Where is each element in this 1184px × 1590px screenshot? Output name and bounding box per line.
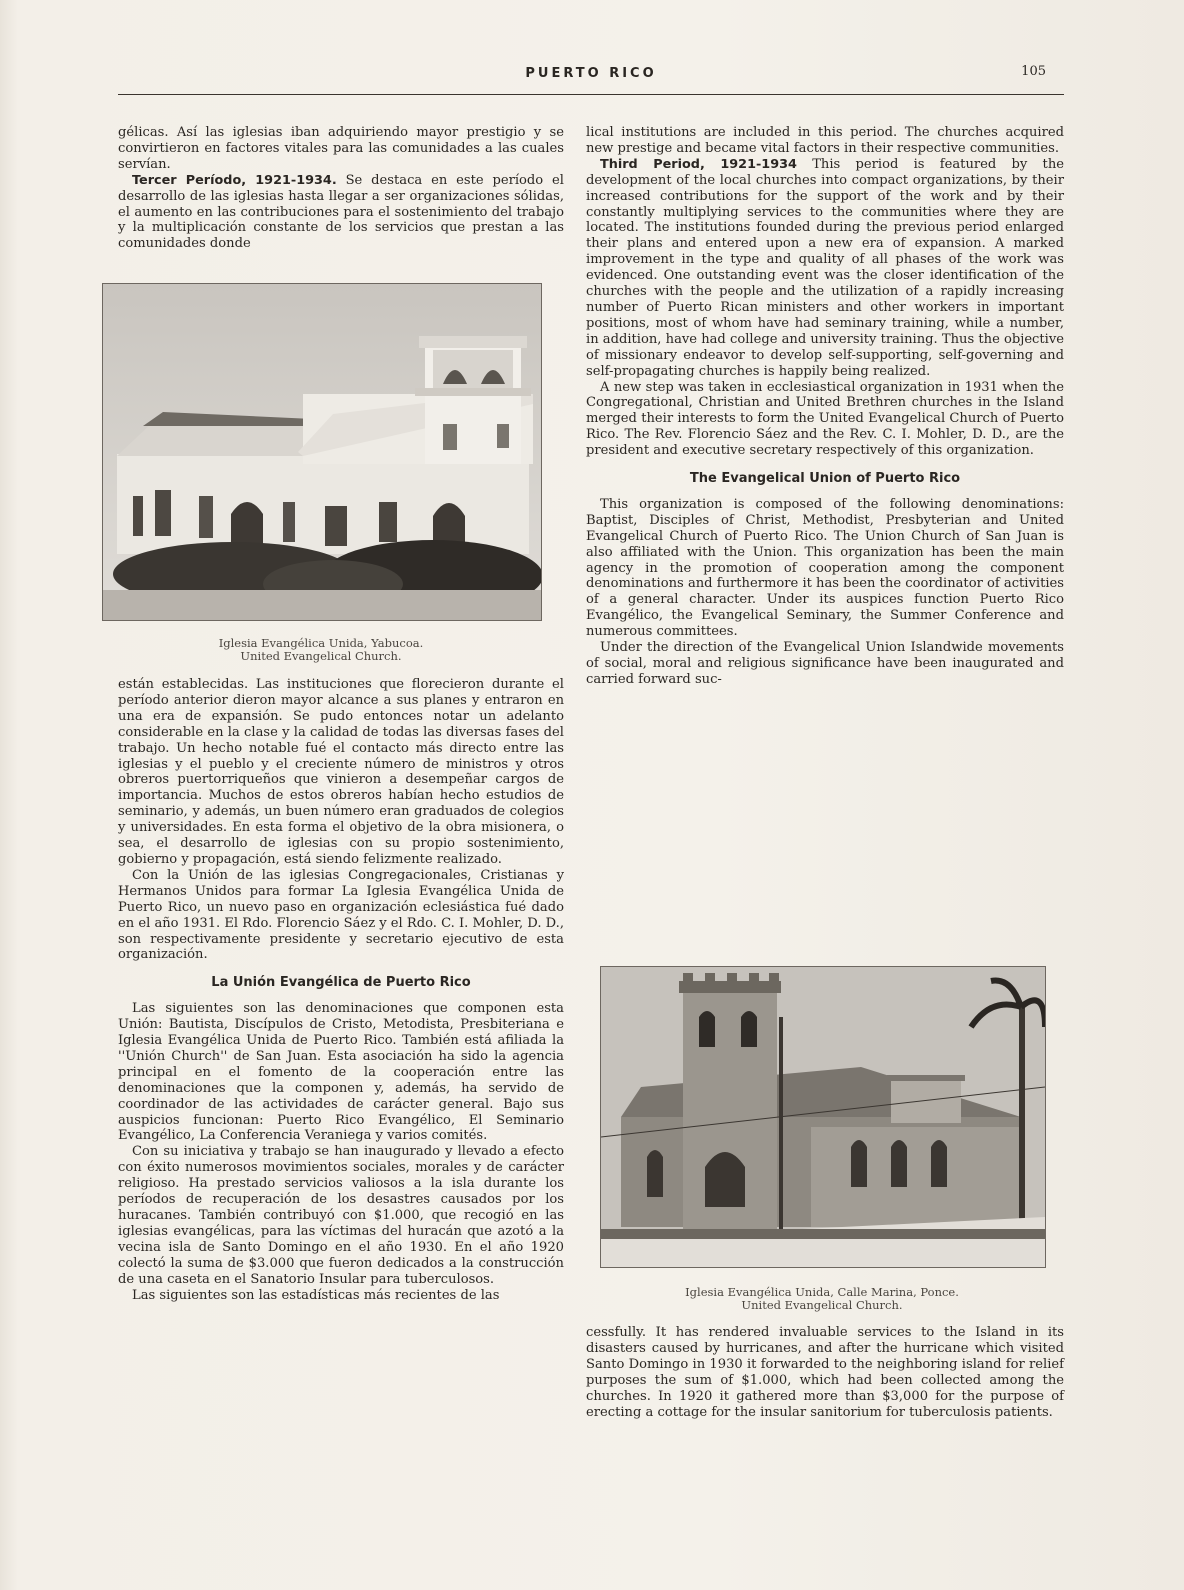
left-paragraph-4: Con la Unión de las iglesias Congregacionales, Cristianas y Hermanos Unidos para formar La Iglesia Evangélica Unida de Puerto Rico, un nuevo paso en organización eclesiástica fué dado en el año 1931. El Rdo. Florencio Sáez y el Rdo. C. I. Mohler, D. D., son respectivamente presidente y secretario ejecutivo de esta organización.: [118, 867, 565, 963]
left-column-top: [118, 125, 564, 252]
right-paragraph-3: A new step was taken in ecclesiastical organization in 1931 when the Congregational, Christian and United Brethren churches in the Island merged their interests to form the United Evangelical Church of Puerto Rico. The Rev. Florencio Sáez and the Rev. C. I. Mohler, D. D., are the president and executive secretary respectively of this organization.: [586, 379, 1064, 459]
page-number: 105: [1021, 64, 1046, 79]
right-paragraph-4: This organization is composed of the following denominations: Baptist, Disciples of Christ, Methodist, Presbyterian and United Evangelical Church of Puerto Rico. The Union Church of San Juan is also affiliated with the Union. This organization has been the main agency in the promotion of cooperation among the component denominations and furthermore it has been the coordinator of activities of a general character. Under its auspices function Puerto Rico Evangélico, the Evangelical Seminary, the Summer Conference and numerous committees.: [586, 496, 1064, 640]
right-column-bottom: [586, 1325, 1064, 1420]
church-photo-yabucoa: [102, 283, 542, 621]
right-paragraph-5: Under the direction of the Evangelical Union Islandwide movements of social, moral and religious significance have been inaugurated and carried forward suc-: [586, 640, 1064, 687]
left-column-bottom: [118, 677, 564, 1303]
right-paragraph-1: lical institutions are included in this period. The churches acquired new prestige and became vital factors in their respective communities.: [586, 125, 1064, 156]
right-paragraph-6: cessfully. It has rendered invaluable services to the Island in its disasters caused by hurricanes, and after the hurricane which visited Santo Domingo in 1930 it forwarded to the neighboring island for relief purposes the sum of $1.000, which had been collected among the churches. In 1920 it gathered more than $3,000 for the purpose of erecting a cottage for the insular sanitorium for tuberculosis patients.: [586, 1325, 1064, 1420]
right-section-heading: The Evangelical Union of Puerto Rico: [689, 471, 961, 487]
left-paragraph-2-text: Se destaca en este período el desarrollo de las iglesias hasta llegar a ser organizaciones sólidas, el aumento en las contribuciones para el sostenimiento del trabajo y la multiplicación constante de los servicios que prestan a las comunidades donde: [118, 172, 564, 252]
left-paragraph-2: [118, 173, 564, 253]
caption-english: United Evangelical Church.: [240, 649, 402, 663]
right-period-heading: Third Period, 1921-1934: [600, 156, 797, 172]
left-paragraph-1: gélicas. Así las iglesias iban adquiriendo mayor prestigio y se convirtieron en factores vitales para las comunidades a las cuales servían.: [118, 125, 564, 172]
caption-spanish: Iglesia Evangélica Unida, Calle Marina, Ponce.: [685, 1285, 959, 1299]
page-header: [118, 58, 1064, 95]
right-paragraph-2-text: This period is featured by the development of the local churches into compact organizations, by their increased contributions for the support of the work and by their constantly multiplying services to the communities where they are located. The institutions founded during the previous period enlarged their plans and entered upon a new era of expansion. A marked improvement in the type and quality of all phases of the work was evidenced. One outstanding event was the closer identification of the churches with the people and the utilization of a rapidly increasing number of Puerto Rican ministers and other workers in important positions, most of whom have had seminary training, while a number, in addition, have had college and university training. Thus the objective of missionary endeavor to develop self-supporting, self-governing and self-propagating churches is happily being realized.: [586, 156, 1064, 379]
caption-spanish: Iglesia Evangélica Unida, Yabucoa.: [218, 636, 424, 650]
church-photo-ponce: [600, 966, 1046, 1268]
running-head: PUERTO RICO: [525, 66, 657, 81]
figure-caption-ponce: [600, 1286, 1044, 1312]
left-paragraph-5: Las siguientes son las denominaciones que componen esta Unión: Bautista, Discípulos de Cristo, Metodista, Presbiteriana e Iglesia Evangélica Unida de Puerto Rico. También está afiliada la ''Unión Church'' de San Juan. Esta asociación ha sido la agencia principal en el fomento de la cooperación entre las denominaciones que la componen y, además, ha servido de coordinador de las actividades de carácter general. Bajo sus auspicios funcionan: Puerto Rico Evangélico, El Seminario Evangélico, La Conferencia Veraniega y varios comités.: [118, 1001, 564, 1144]
caption-english: United Evangelical Church.: [741, 1298, 903, 1312]
left-section-heading: La Unión Evangélica de Puerto Rico: [211, 975, 471, 991]
left-period-heading: Tercer Período, 1921-1934.: [132, 172, 337, 188]
left-paragraph-3: están establecidas. Las instituciones que florecieron durante el período anterior dieron mayor alcance a sus planes y entraron en una era de expansión. Se pudo entonces notar un adelanto considerable en la clase y la calidad de todas las diversas fases del trabajo. Un hecho notable fué el contacto más directo entre las iglesias y el pueblo y el creciente número de ministros y otros obreros puertorriqueños que vinieron a desempeñar cargos de importancia. Muchos de estos obreros habían hecho estudios de seminario, y además, un buen número eran graduados de colegios y universidades. En esta forma el objetivo de la obra misionera, o sea, el desarrollo de iglesias con su propio sostenimiento, gobierno y propagación, está siendo felizmente realizado.: [118, 677, 564, 867]
left-paragraph-6: Con su iniciativa y trabajo se han inaugurado y llevado a efecto con éxito numerosos movimientos sociales, morales y de carácter religioso. Ha prestado servicios valiosos a la isla durante los períodos de recuperación de los desastres causados por los huracanes. También contribuyó con $1.000, que recogió en las iglesias evangélicas, para las víctimas del huracán que azotó a la vecina isla de Santo Domingo en el año 1930. En el año 1920 colectó la suma de $3.000 que fueron dedicados a la construcción de una caseta en el Sanatorio Insular para tuberculosos.: [118, 1144, 564, 1287]
right-column-top: [586, 125, 1064, 688]
figure-caption-yabucoa: [102, 637, 540, 663]
right-paragraph-2: [586, 157, 1064, 380]
left-paragraph-7: Las siguientes son las estadísticas más recientes de las: [132, 1287, 500, 1303]
